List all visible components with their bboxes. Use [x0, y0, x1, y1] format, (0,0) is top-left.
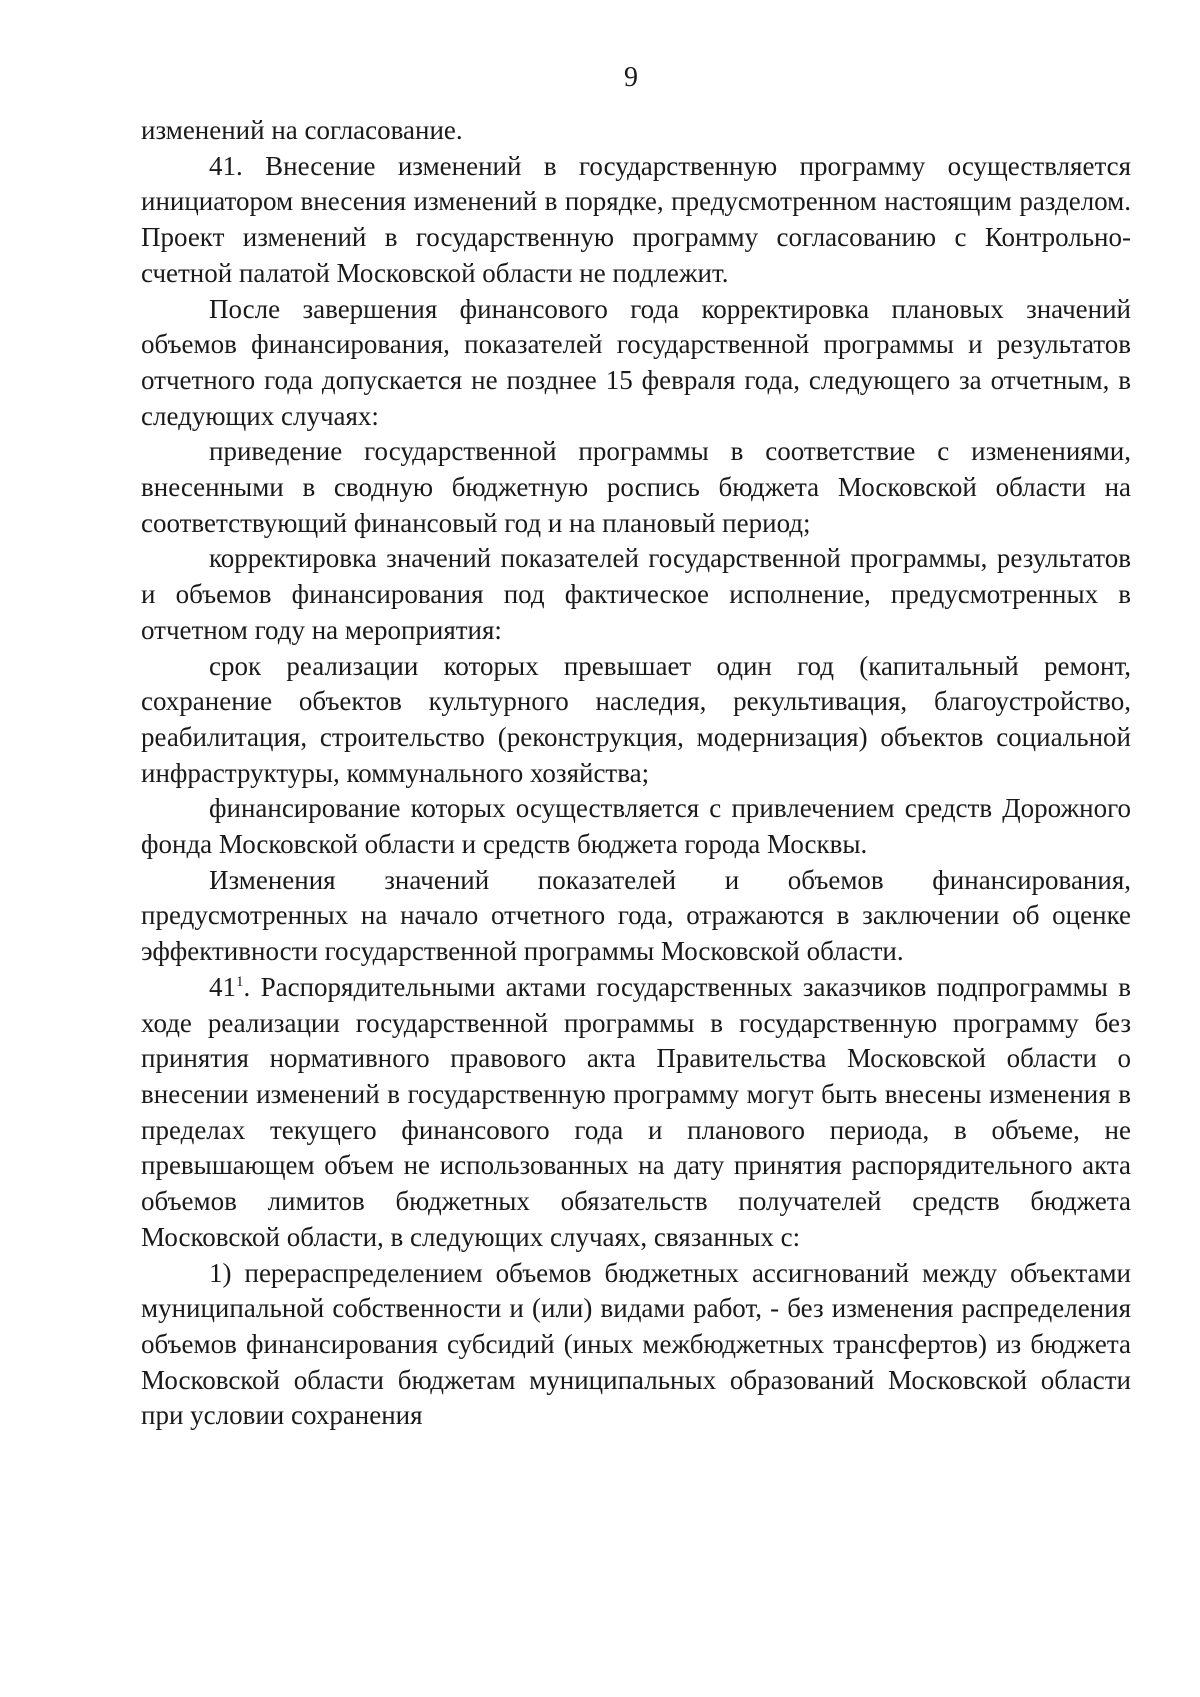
paragraph-case-correction: корректировка значений показателей государственной программы, результатов и объемов финансирования под фактическое исполнение, предусмотренных в отчетном году на мероприятия: — [141, 543, 1131, 645]
item-41-1-text: . Распорядительными актами государственных заказчиков подпрограммы в ходе реализации государственной программы в государственную программу без принятия нормативного правового акта Правительства Московской области о внесении изменений в государственную программу могут быть внесены изменения в пределах текущего финансового года и планового периода, в объеме, не превышающем объем не использованных на дату принятия распорядительного акта объемов лимитов бюджетных обязательств получателей средств бюджета Московской области, в следующих случаях, связанных с: — [141, 971, 1131, 1252]
paragraph-changes-reflected: Изменения значений показателей и объемов финансирования, предусмотренных на начало отчетного года, отражаются в заключении об оценке эффективности государственной программы Московской области. — [141, 864, 1131, 967]
paragraph-after-year-end: После завершения финансового года корректировка плановых значений объемов финансирования, показателей государственной программы и результатов отчетного года допускается не позднее 15 февраля года, следующего за отчетным, в следующих случаях: — [141, 293, 1131, 431]
paragraph-road-fund: финансирование которых осуществляется с привлечением средств Дорожного фонда Московской области и средств бюджета города Москвы. — [141, 793, 1131, 860]
page-number: 9 — [624, 62, 638, 93]
item-superscript: 1 — [236, 973, 244, 990]
document-body — [141, 113, 1131, 1434]
paragraph-case-budget: приведение государственной программы в соответствие с изменениями, внесенными в сводную бюджетную роспись бюджета Московской области на соответствующий финансовый год и на плановый период; — [141, 436, 1131, 538]
item-number: 41 — [209, 971, 236, 1002]
paragraph-item-41-1 — [141, 970, 1131, 1256]
paragraph-item-41: 41. Внесение изменений в государственную программу осуществляется инициатором внесения изменений в порядке, предусмотренном настоящим разделом. Проект изменений в государственную программу согласованию с Контрольно-счетной палатой Московской области не подлежит. — [141, 150, 1131, 288]
paragraph-multiyear-events: срок реализации которых превышает один год (капитальный ремонт, сохранение объектов культурного наследия, рекультивация, благоустройство, реабилитация, строительство (реконструкция, модернизация) объектов социальной инфраструктуры, коммунального хозяйства; — [141, 650, 1131, 788]
paragraph-continuation: изменений на согласование. — [141, 115, 463, 145]
paragraph-subitem-1: 1) перераспределением объемов бюджетных ассигнований между объектами муниципальной собственности и (или) видами работ, - без изменения распределения объемов финансирования субсидий (иных межбюджетных трансфертов) из бюджета Московской области бюджетам муниципальных образований Московской области при условии сохранения — [141, 1257, 1131, 1431]
